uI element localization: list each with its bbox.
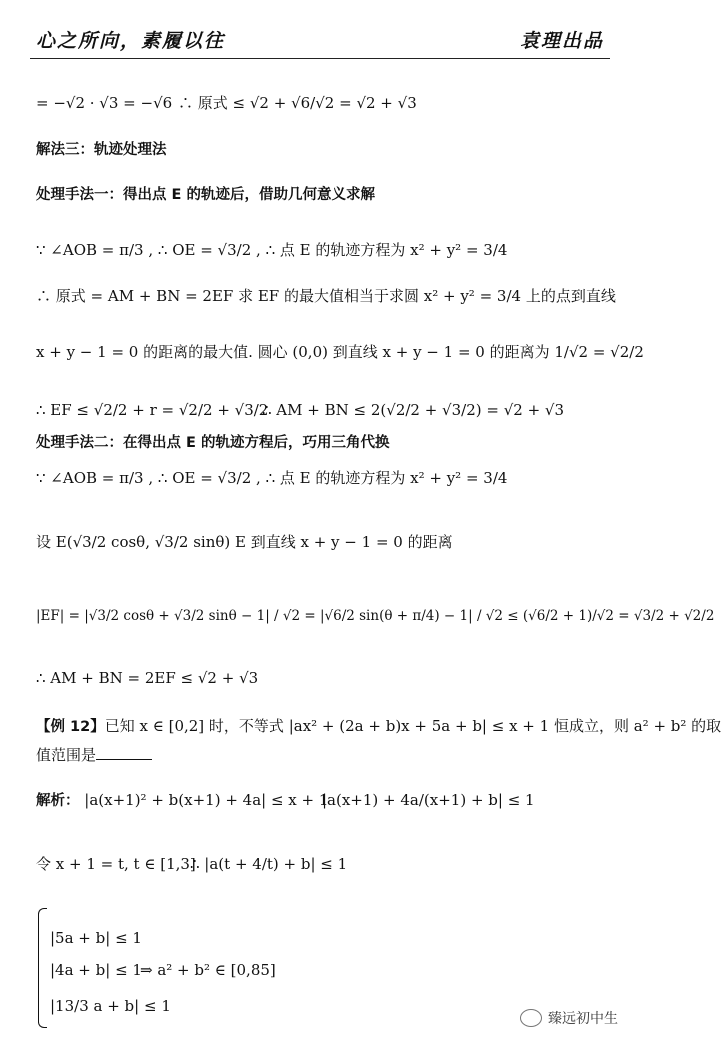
system-ineq-3: |13/3 a + b| ≤ 1 (50, 997, 171, 1015)
section-heading-approach1: 处理手法一：得出点 E 的轨迹后，借助几何意义求解 (36, 187, 375, 203)
math-line-1b: ∴ 原式 ≤ √2 + √6/√2 = √2 + √3 (178, 94, 417, 112)
solution-expr-1: |a(x+1)² + b(x+1) + 4a| ≤ x + 1 (84, 791, 329, 809)
example-text-2: 值范围是 (36, 746, 97, 764)
math-line-1a: = −√2 · √3 = −√6 (36, 94, 173, 112)
system-result: ⇒ a² + b² ∈ [0,85] (140, 961, 276, 979)
math-line-10: ∴ AM + BN = 2EF ≤ √2 + √3 (36, 669, 259, 687)
math-line-4: ∴ 原式 = AM + BN = 2EF 求 EF 的最大值相当于求圆 x² + y² = 3/4 上的点到直线 (36, 287, 616, 305)
system-ineq-2: |4a + b| ≤ 1 (50, 961, 142, 979)
math-line-8: 设 E(√3/2 cosθ, √3/2 sinθ) E 到直线 x + y − 1 = 0 的距离 (36, 533, 453, 551)
math-line-6a: ∴ EF ≤ √2/2 + r = √2/2 + √3/2 (36, 401, 269, 419)
watermark-text: 臻远初中生 (548, 1011, 618, 1027)
example-12-statement-2 (36, 745, 152, 765)
example-tag: 【例 12】 (36, 719, 105, 735)
wechat-icon (520, 1009, 542, 1027)
system-brace (38, 908, 47, 1028)
math-line-7: ∵ ∠AOB = π/3 , ∴ OE = √3/2 , ∴ 点 E 的轨迹方程为 x² + y² = 3/4 (36, 469, 508, 487)
math-line-5: x + y − 1 = 0 的距离的最大值. 圆心 (0,0) 到直线 x + y − 1 = 0 的距离为 1/√2 = √2/2 (36, 343, 644, 361)
header-author: 袁理出品 (519, 30, 604, 52)
header-motto: 心之所向，素履以往 (36, 30, 226, 52)
example-text: 已知 x ∈ [0,2] 时，不等式 |ax² + (2a + b)x + 5a + b| ≤ x + 1 恒成立，则 a² + b² 的取 (104, 717, 721, 735)
section-heading-approach2: 处理手法二：在得出点 E 的轨迹方程后，巧用三角代换 (36, 435, 390, 451)
solution-line-1 (36, 790, 328, 811)
math-line-3: ∵ ∠AOB = π/3 , ∴ OE = √3/2 , ∴ 点 E 的轨迹方程为 x² + y² = 3/4 (36, 241, 508, 259)
math-line-9: |EF| = |√3/2 cosθ + √3/2 sinθ − 1| / √2 = |√6/2 sin(θ + π/4) − 1| / √2 ≤ (√6/2 + 1)/√2 = √3/2 + √2/2 (36, 608, 715, 624)
watermark (520, 1008, 618, 1028)
solution-line-2b: ∴ |a(t + 4/t) + b| ≤ 1 (190, 855, 348, 873)
solution-line-2a: 令 x + 1 = t, t ∈ [1,3] (36, 855, 196, 873)
header-rule (30, 58, 610, 59)
solution-line-1b: |a(x+1) + 4a/(x+1) + b| ≤ 1 (322, 791, 535, 809)
system-ineq-1: |5a + b| ≤ 1 (50, 929, 142, 947)
answer-blank (96, 759, 152, 760)
section-heading-method3: 解法三：轨迹处理法 (36, 142, 167, 158)
math-line-6b: ∴ AM + BN ≤ 2(√2/2 + √3/2) = √2 + √3 (262, 401, 565, 419)
example-12-statement (36, 716, 721, 737)
solution-label: 解析： (36, 793, 80, 809)
